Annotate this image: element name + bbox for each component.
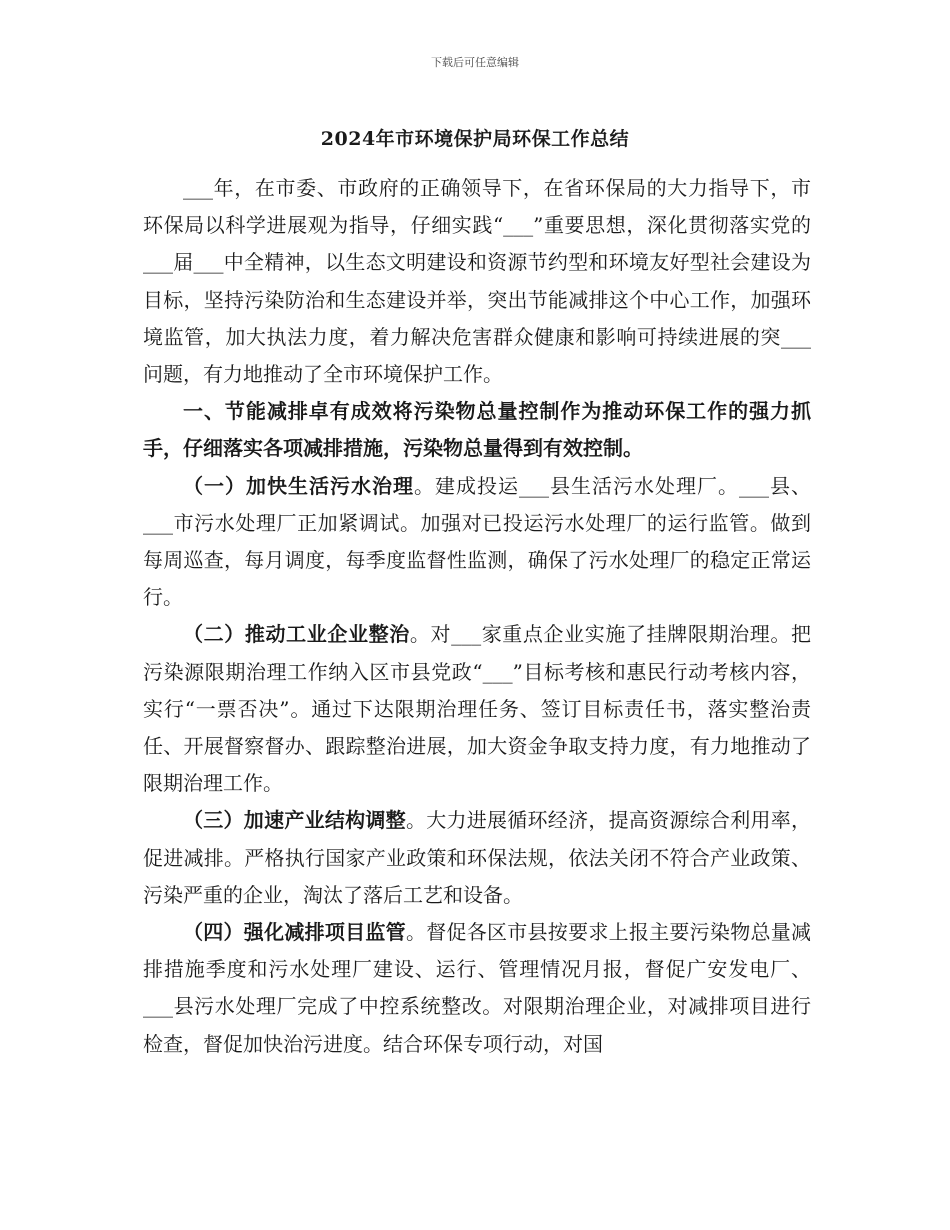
section-heading: 一、节能减排卓有成效将污染物总量控制作为推动环保工作的强力抓手，仔细落实各项减排措施，污染物总量得到有效控制。 xyxy=(143,399,811,461)
item-label-1: （一）加快生活污水治理 xyxy=(183,473,414,498)
item-label-4: （四）强化减排项目监管 xyxy=(183,920,406,945)
item-paragraph-1 xyxy=(143,468,811,617)
document-body xyxy=(143,170,811,1063)
intro-paragraph: ___年，在市委、市政府的正确领导下，在省环保局的大力指导下，市环保局以科学进展观为指导，仔细实践“___”重要思想，深化贯彻落实党的___届___中全精神，以生态文明建设和资源节约型和环境友好型社会建设为目标，坚持污染防治和生态建设并举，突出节能减排这个中心工作，加强环境监管，加大执法力度，着力解决危害群众健康和影响可持续进展的突___问题，有力地推动了全市环境保护工作。 xyxy=(143,176,811,387)
item-label-3: （三）加速产业结构调整 xyxy=(183,808,406,833)
item-paragraph-4 xyxy=(143,914,811,1063)
item-paragraph-3 xyxy=(143,802,811,914)
item-text-3: 。大力进展循环经济，提高资源综合利用率，促进减排。严格执行国家产业政策和环保法规，依法关闭不符合产业政策、污染严重的企业，淘汰了落后工艺和设备。 xyxy=(143,808,812,907)
item-text-1: 。建成投运___县生活污水处理厂。___县、___市污水处理厂正加紧调试。加强对已投运污水处理厂的运行监管。做到每周巡查，每月调度，每季度监督性监测，确保了污水处理厂的稳定正常运行。 xyxy=(143,473,811,610)
document-title: 2024年市环境保护局环保工作总结 xyxy=(320,128,630,150)
item-label-2: （二）推动工业企业整治 xyxy=(183,622,410,647)
item-paragraph-2 xyxy=(143,616,811,802)
item-text-4: 。督促各区市县按要求上报主要污染物总量减排措施季度和污水处理厂建设、运行、管理情况月报，督促广安发电厂、___县污水处理厂完成了中控系统整改。对限期治理企业，对减排项目进行检查，督促加快治污进度。结合环保专项行动，对国 xyxy=(143,920,812,1056)
item-text-2: 。对___家重点企业实施了挂牌限期治理。把污染源限期治理工作纳入区市县党政“___”目标考核和惠民行动考核内容，实行“一票否决”。通过下达限期治理任务、签订目标责任书，落实整治责任、开展督察督办、跟踪整治进展，加大资金争取支持力度，有力地推动了限期治理工作。 xyxy=(143,622,812,796)
header-note: 下载后可任意编辑 xyxy=(431,56,519,69)
